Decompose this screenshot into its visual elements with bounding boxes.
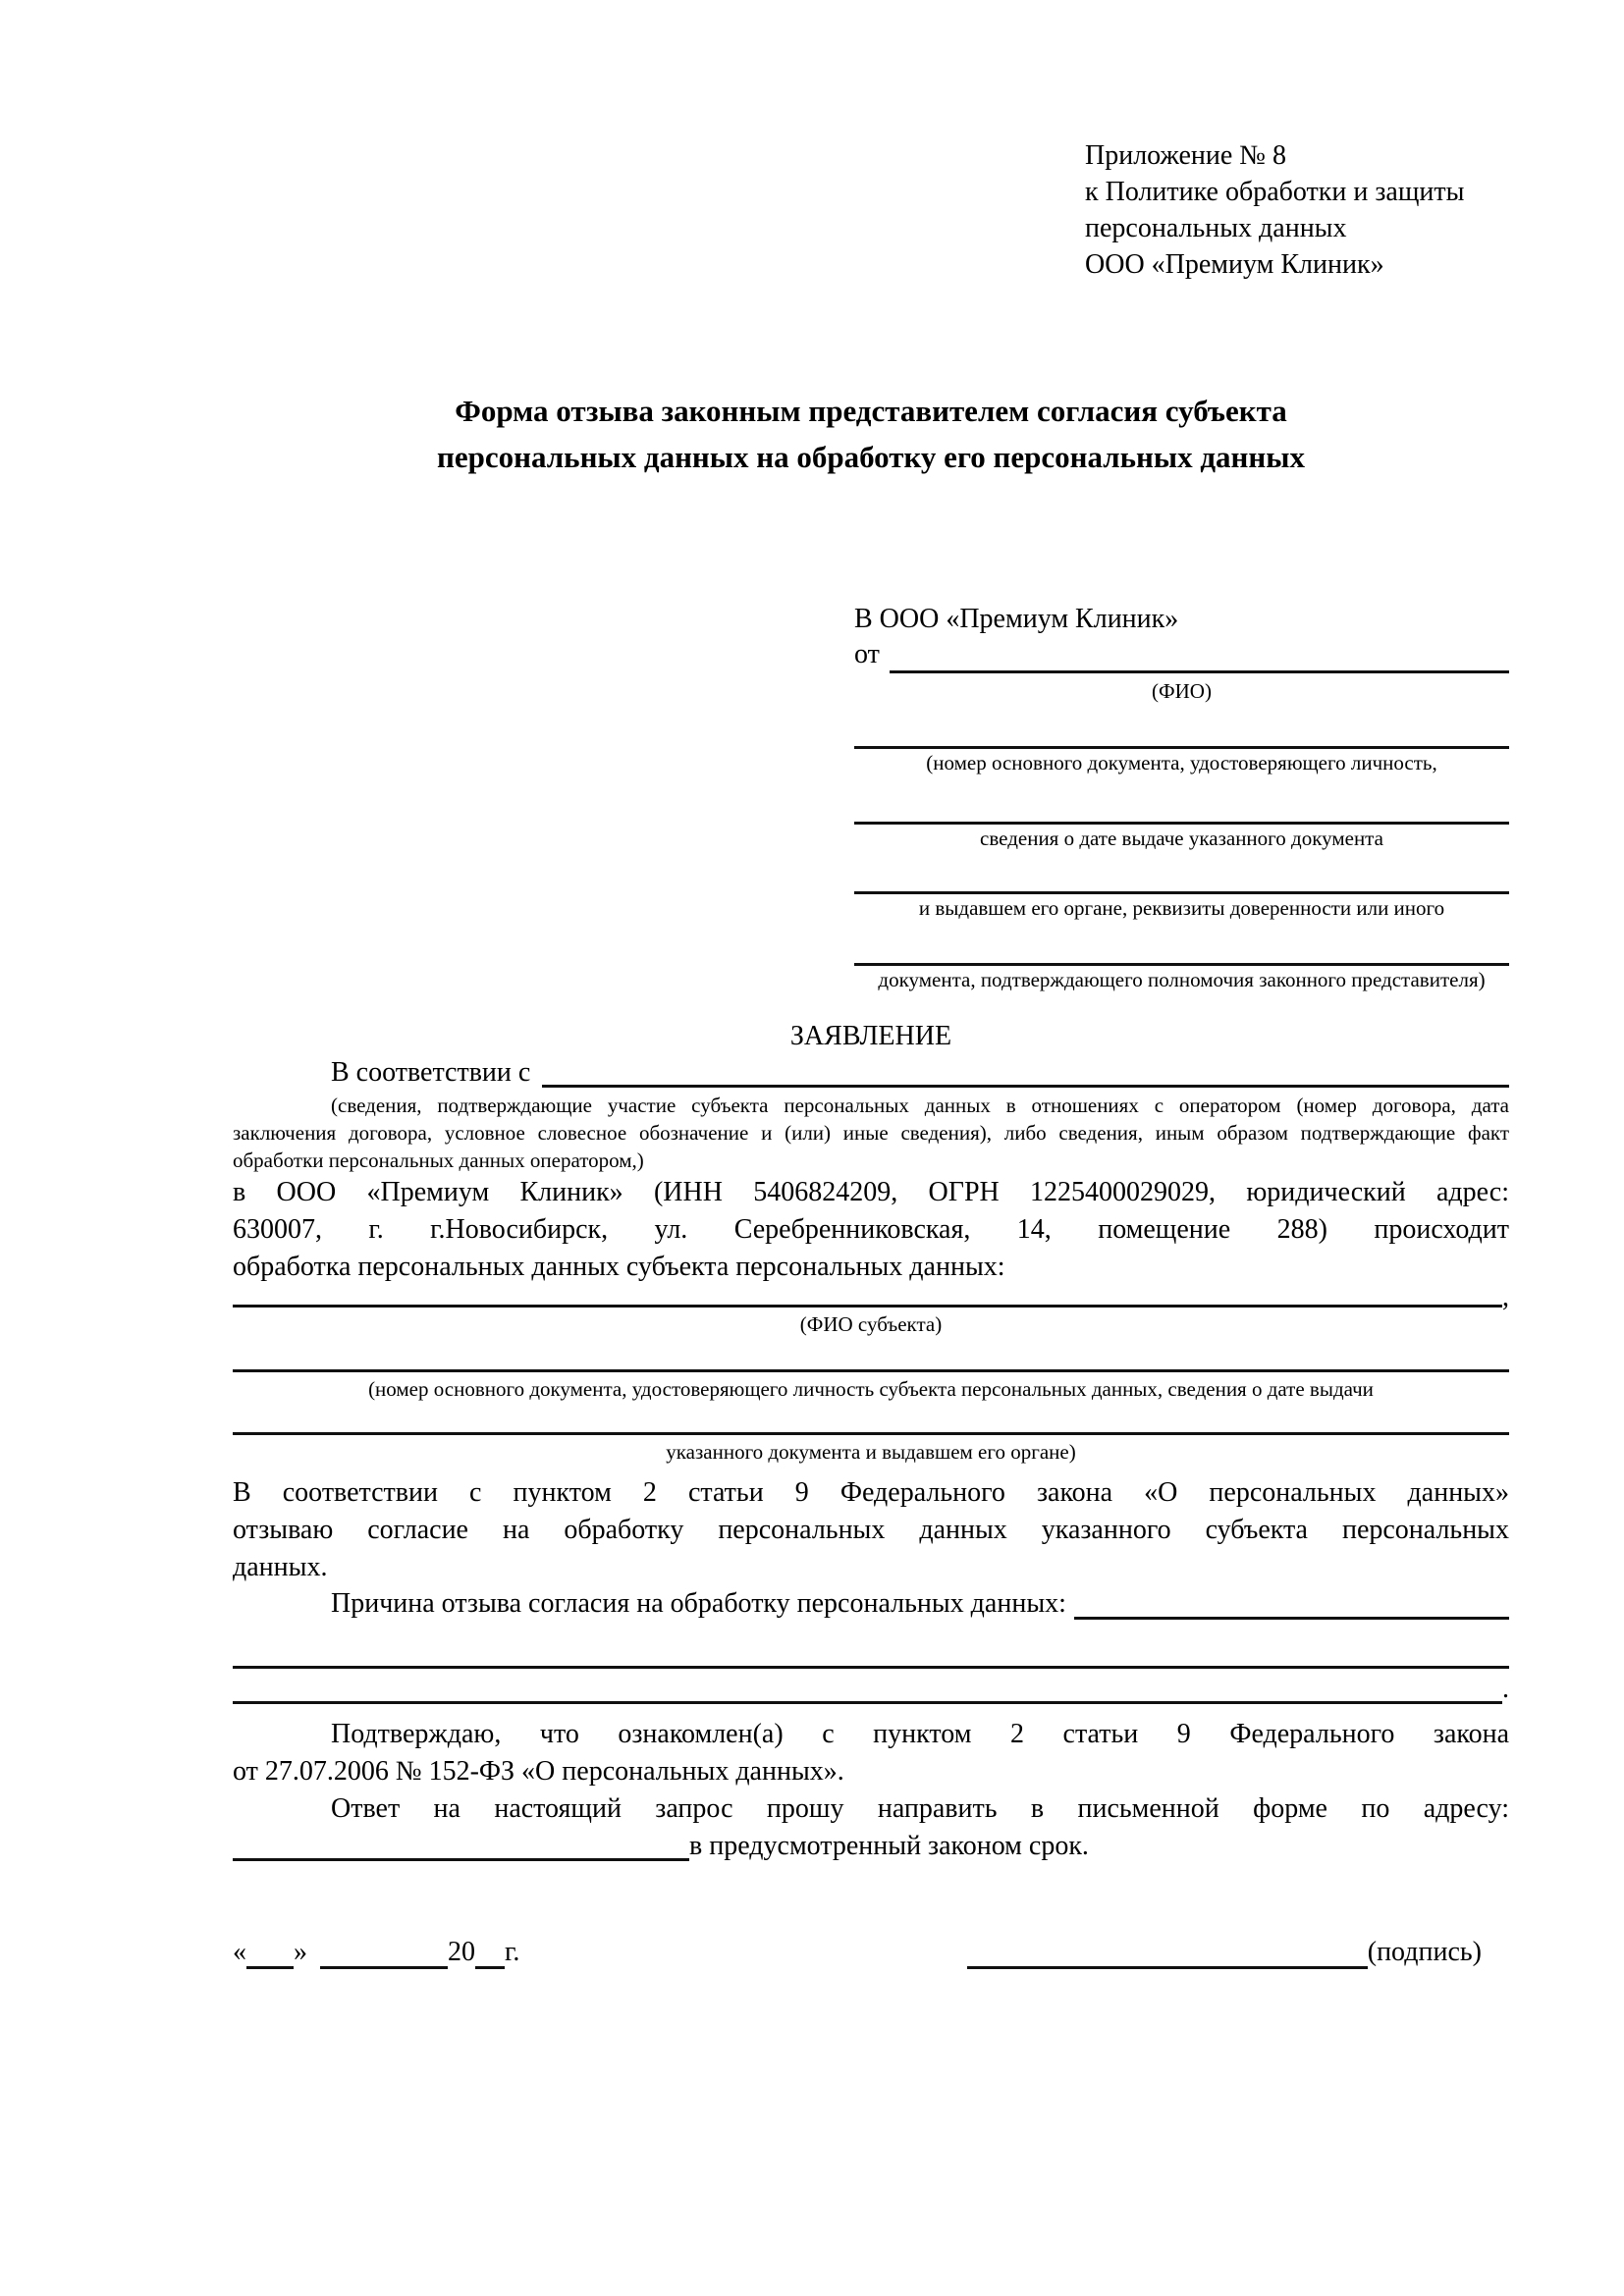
reason-label: Причина отзыва согласия на обработку персональных данных: bbox=[331, 1588, 1066, 1619]
quote-open: « bbox=[233, 1937, 246, 1967]
reason-extra-row-1 bbox=[233, 1637, 1509, 1673]
addressee-organization: В ООО «Премиум Клиник» bbox=[854, 604, 1179, 634]
reason-blank-line bbox=[1074, 1586, 1509, 1620]
withdrawal-line-2: отзываю согласие на обработку персональных данных указанного субъекта персональных bbox=[233, 1515, 1509, 1545]
subject-document-blank-line bbox=[233, 1337, 1509, 1372]
reply-address-blank-line bbox=[233, 1828, 689, 1861]
intro-row bbox=[233, 1058, 1509, 1092]
fio-caption: (ФИО) bbox=[1152, 679, 1212, 703]
subject-fio-blank-line bbox=[233, 1286, 1502, 1308]
fine-print-line-2: заключения договора, условное словесное обозначение и (или) иные сведения), либо сведения, иным образом подтверждающие факт bbox=[233, 1121, 1509, 1145]
header-line-personal-data: персональных данных bbox=[1085, 213, 1347, 243]
year-suffix: г. bbox=[505, 1937, 520, 1967]
addressee-block bbox=[854, 601, 1509, 993]
day-blank-line bbox=[246, 1936, 294, 1969]
intro-label: В соответствии с bbox=[331, 1057, 531, 1088]
statement-body bbox=[233, 1021, 1509, 1973]
reason-extra-row-2 bbox=[233, 1673, 1509, 1708]
subject-authority-blank-line bbox=[233, 1402, 1509, 1435]
subject-fio-row bbox=[233, 1282, 1509, 1312]
subject-fio-caption: (ФИО субъекта) bbox=[799, 1312, 943, 1336]
title-line-1: Форма отзыва законным представителем согласия субъекта bbox=[455, 394, 1287, 428]
statement-heading: ЗАЯВЛЕНИЕ bbox=[789, 1021, 952, 1051]
subject-authority-row bbox=[233, 1402, 1509, 1439]
document-number-caption: (номер основного документа, удостоверяющего личность, bbox=[926, 751, 1437, 774]
fine-print-line-1: (сведения, подтверждающие участие субъекта персональных данных в отношениях с оператором (номер договора, дата bbox=[331, 1094, 1509, 1117]
month-blank-line bbox=[320, 1936, 448, 1969]
fine-print-line-3: обработки персональных данных оператором,) bbox=[233, 1148, 644, 1172]
signature-group bbox=[967, 1936, 1509, 1973]
date-group bbox=[233, 1936, 519, 1973]
year-blank-line bbox=[475, 1936, 505, 1969]
issue-date-blank-line bbox=[854, 776, 1509, 825]
reply-address-row bbox=[233, 1828, 1509, 1865]
date-signature-row bbox=[233, 1936, 1509, 1973]
signature-caption: (подпись) bbox=[1367, 1937, 1482, 1967]
confirm-line-2: от 27.07.2006 № 152-ФЗ «О персональных данных». bbox=[233, 1756, 844, 1787]
reason-extra-blank-line-2 bbox=[233, 1673, 1502, 1704]
document-title bbox=[233, 388, 1509, 480]
document-number-blank-line bbox=[854, 705, 1509, 749]
reason-extra-blank-line-1 bbox=[233, 1637, 1509, 1669]
issuing-authority-caption: и выдавшем его органе, реквизиты доверенности или иного bbox=[918, 896, 1445, 920]
trailing-period: . bbox=[1502, 1674, 1509, 1704]
reply-line-2-tail: в предусмотренный законом срок. bbox=[689, 1831, 1089, 1861]
from-name-blank-line bbox=[890, 638, 1509, 673]
operator-paragraph-line-2: 630007, г. г.Новосибирск, ул. Серебренниковская, 14, помещение 288) происходит bbox=[233, 1214, 1509, 1245]
subject-document-caption-1: (номер основного документа, удостоверяющего личность субъекта персональных данных, сведения о дате выдачи bbox=[368, 1377, 1374, 1401]
subject-document-caption-2: указанного документа и выдавшем его органе) bbox=[666, 1440, 1076, 1464]
year-century: 20 bbox=[448, 1937, 475, 1967]
representative-authority-caption: документа, подтверждающего полномочия законного представителя) bbox=[878, 968, 1486, 991]
header-line-policy: к Политике обработки и защиты bbox=[1085, 177, 1465, 207]
title-line-2: персональных данных на обработку его персональных данных bbox=[437, 440, 1305, 474]
quote-close: » bbox=[294, 1937, 307, 1967]
reason-row bbox=[233, 1586, 1509, 1624]
from-label: от bbox=[854, 639, 880, 669]
withdrawal-line-3: данных. bbox=[233, 1552, 328, 1582]
trailing-comma: , bbox=[1502, 1282, 1509, 1312]
signature-blank-line bbox=[967, 1936, 1368, 1969]
issuing-authority-blank-line bbox=[854, 852, 1509, 894]
confirm-line-1: Подтверждаю, что ознакомлен(а) с пунктом 2 статьи 9 Федерального закона bbox=[331, 1719, 1509, 1749]
operator-paragraph-line-1: в ООО «Премиум Клиник» (ИНН 5406824209, ОГРН 1225400029029, юридический адрес: bbox=[233, 1177, 1509, 1207]
subject-document-row bbox=[233, 1337, 1509, 1376]
representative-authority-blank-line bbox=[854, 922, 1509, 966]
reply-line-1: Ответ на настоящий запрос прошу направить в письменной форме по адресу: bbox=[331, 1793, 1509, 1824]
operator-paragraph-line-3: обработка персональных данных субъекта персональных данных: bbox=[233, 1252, 1005, 1282]
header-line-company: ООО «Премиум Клиник» bbox=[1085, 249, 1384, 280]
header-line-appendix-number: Приложение № 8 bbox=[1085, 140, 1286, 171]
issue-date-caption: сведения о дате выдаче указанного документа bbox=[980, 827, 1383, 850]
withdrawal-line-1: В соответствии с пунктом 2 статьи 9 Федерального закона «О персональных данных» bbox=[233, 1477, 1509, 1508]
appendix-header bbox=[1085, 137, 1464, 283]
intro-blank-line bbox=[542, 1058, 1509, 1088]
from-row bbox=[854, 638, 1509, 677]
